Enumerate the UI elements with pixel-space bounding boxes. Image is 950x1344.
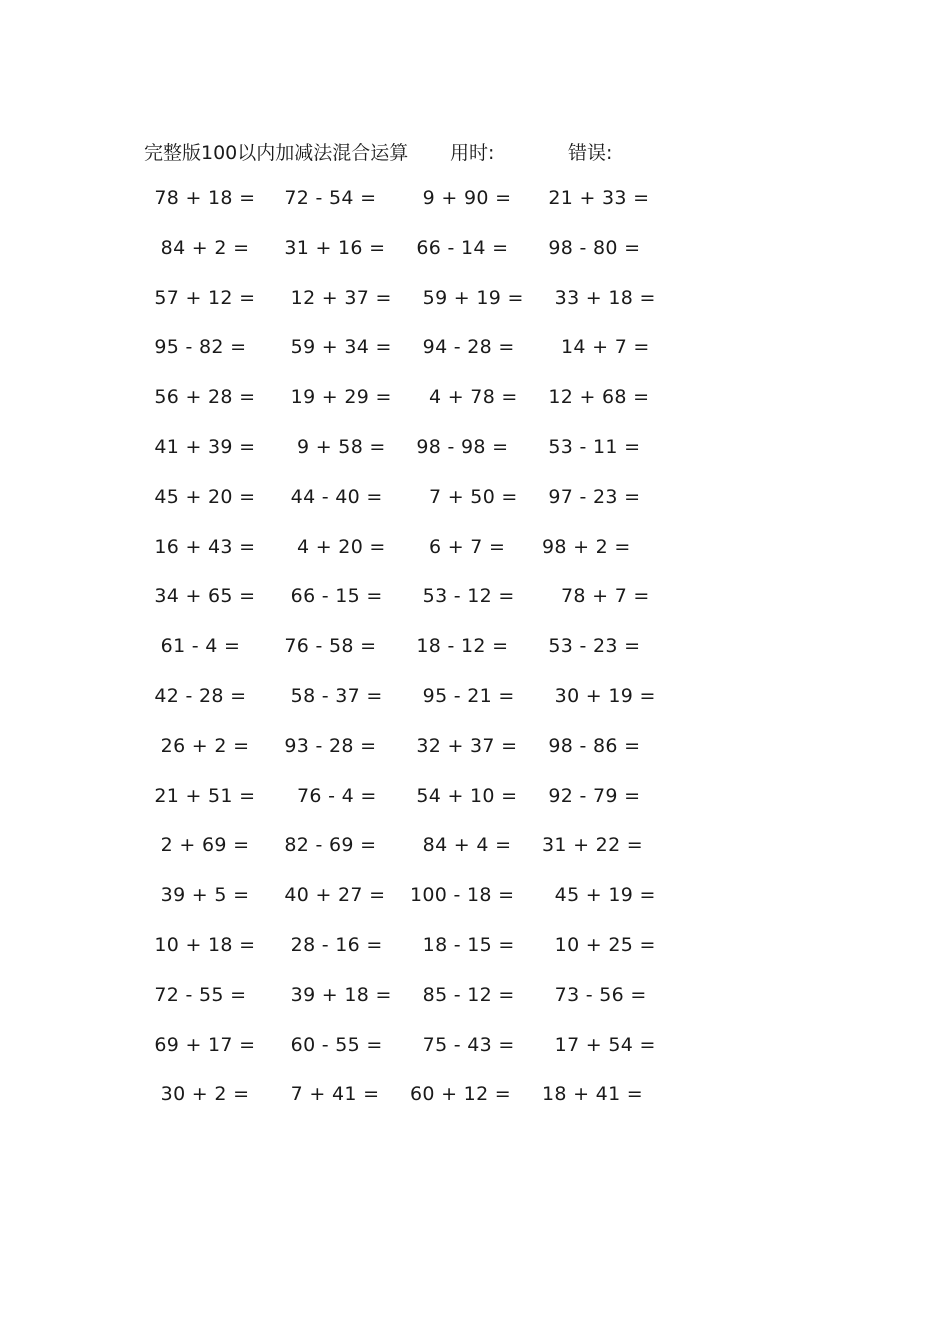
arithmetic-problem: 72 - 55 =	[148, 983, 247, 1006]
arithmetic-problem: 18 - 15 =	[410, 933, 515, 956]
arithmetic-problem: 98 - 86 =	[542, 734, 641, 757]
arithmetic-problem: 72 - 54 =	[278, 187, 377, 209]
arithmetic-problem: 33 + 18 =	[542, 286, 656, 309]
arithmetic-problem: 53 - 12 =	[410, 585, 515, 608]
arithmetic-problem: 26 + 2 =	[148, 734, 250, 757]
arithmetic-problem: 7 + 41 =	[278, 1083, 380, 1106]
arithmetic-problem: 45 + 20 =	[148, 485, 256, 508]
arithmetic-problem: 2 + 69 =	[148, 834, 250, 857]
arithmetic-problem: 30 + 2 =	[148, 1083, 250, 1106]
arithmetic-problem: 28 - 16 =	[278, 933, 383, 956]
arithmetic-problem: 66 - 14 =	[410, 236, 509, 259]
arithmetic-problem: 10 + 18 =	[148, 933, 256, 956]
problem-row	[148, 187, 708, 237]
problem-row	[148, 336, 708, 386]
arithmetic-problem: 98 - 98 =	[410, 435, 509, 458]
arithmetic-problem: 53 - 11 =	[542, 435, 641, 458]
problem-row	[148, 884, 708, 934]
arithmetic-problem: 95 - 21 =	[410, 684, 515, 707]
arithmetic-problem: 58 - 37 =	[278, 684, 383, 707]
problem-row	[148, 436, 708, 486]
arithmetic-problem: 21 + 51 =	[148, 784, 256, 807]
arithmetic-problem: 60 + 12 =	[410, 1083, 512, 1106]
problem-grid	[148, 187, 708, 1133]
arithmetic-problem: 78 + 18 =	[148, 187, 256, 209]
arithmetic-problem: 66 - 15 =	[278, 585, 383, 608]
arithmetic-problem: 10 + 25 =	[542, 933, 656, 956]
arithmetic-problem: 85 - 12 =	[410, 983, 515, 1006]
arithmetic-problem: 76 - 4 =	[278, 784, 377, 807]
arithmetic-problem: 9 + 58 =	[278, 435, 386, 458]
arithmetic-problem: 14 + 7 =	[542, 336, 650, 359]
arithmetic-problem: 53 - 23 =	[542, 635, 641, 658]
arithmetic-problem: 17 + 54 =	[542, 1033, 656, 1056]
arithmetic-problem: 76 - 58 =	[278, 635, 377, 658]
arithmetic-problem: 73 - 56 =	[542, 983, 647, 1006]
arithmetic-problem: 75 - 43 =	[410, 1033, 515, 1056]
problem-row	[148, 1083, 708, 1133]
arithmetic-problem: 19 + 29 =	[278, 386, 392, 409]
arithmetic-problem: 34 + 65 =	[148, 585, 256, 608]
arithmetic-problem: 95 - 82 =	[148, 336, 247, 359]
arithmetic-problem: 93 - 28 =	[278, 734, 377, 757]
problem-row	[148, 735, 708, 785]
arithmetic-problem: 56 + 28 =	[148, 386, 256, 409]
arithmetic-problem: 18 + 41 =	[542, 1083, 644, 1106]
problem-row	[148, 287, 708, 337]
error-label: 错误:	[568, 142, 613, 164]
arithmetic-problem: 7 + 50 =	[410, 485, 518, 508]
arithmetic-problem: 69 + 17 =	[148, 1033, 256, 1056]
arithmetic-problem: 12 + 68 =	[542, 386, 650, 409]
problem-row	[148, 536, 708, 586]
arithmetic-problem: 31 + 16 =	[278, 236, 386, 259]
arithmetic-problem: 32 + 37 =	[410, 734, 518, 757]
arithmetic-problem: 41 + 39 =	[148, 435, 256, 458]
arithmetic-problem: 40 + 27 =	[278, 884, 386, 907]
problem-row	[148, 635, 708, 685]
problem-row	[148, 386, 708, 436]
problem-row	[148, 1034, 708, 1084]
arithmetic-problem: 54 + 10 =	[410, 784, 518, 807]
arithmetic-problem: 60 - 55 =	[278, 1033, 383, 1056]
problem-row	[148, 237, 708, 287]
arithmetic-problem: 84 + 2 =	[148, 236, 250, 259]
arithmetic-problem: 97 - 23 =	[542, 485, 641, 508]
problem-row	[148, 785, 708, 835]
problem-row	[148, 934, 708, 984]
problem-row	[148, 486, 708, 536]
arithmetic-problem: 4 + 78 =	[410, 386, 518, 409]
arithmetic-problem: 39 + 5 =	[148, 884, 250, 907]
arithmetic-problem: 30 + 19 =	[542, 684, 656, 707]
arithmetic-problem: 94 - 28 =	[410, 336, 515, 359]
arithmetic-problem: 82 - 69 =	[278, 834, 377, 857]
arithmetic-problem: 39 + 18 =	[278, 983, 392, 1006]
arithmetic-problem: 78 + 7 =	[542, 585, 650, 608]
time-label: 用时:	[450, 142, 495, 164]
arithmetic-problem: 6 + 7 =	[410, 535, 506, 558]
problem-row	[148, 984, 708, 1034]
arithmetic-problem: 44 - 40 =	[278, 485, 383, 508]
arithmetic-problem: 21 + 33 =	[542, 187, 650, 209]
problem-row	[148, 834, 708, 884]
arithmetic-problem: 61 - 4 =	[148, 635, 241, 658]
arithmetic-problem: 84 + 4 =	[410, 834, 512, 857]
arithmetic-problem: 31 + 22 =	[542, 834, 644, 857]
arithmetic-problem: 59 + 34 =	[278, 336, 392, 359]
arithmetic-problem: 59 + 19 =	[410, 286, 524, 309]
arithmetic-problem: 16 + 43 =	[148, 535, 256, 558]
worksheet-title: 完整版100以内加减法混合运算	[144, 142, 409, 164]
problem-row	[148, 685, 708, 735]
arithmetic-problem: 57 + 12 =	[148, 286, 256, 309]
arithmetic-problem: 98 + 2 =	[542, 535, 631, 558]
arithmetic-problem: 42 - 28 =	[148, 684, 247, 707]
arithmetic-problem: 4 + 20 =	[278, 535, 386, 558]
problem-row	[148, 585, 708, 635]
arithmetic-problem: 98 - 80 =	[542, 236, 641, 259]
arithmetic-problem: 92 - 79 =	[542, 784, 641, 807]
arithmetic-problem: 12 + 37 =	[278, 286, 392, 309]
arithmetic-problem: 9 + 90 =	[410, 187, 512, 209]
arithmetic-problem: 18 - 12 =	[410, 635, 509, 658]
arithmetic-problem: 45 + 19 =	[542, 884, 656, 907]
arithmetic-problem: 100 - 18 =	[410, 884, 515, 907]
